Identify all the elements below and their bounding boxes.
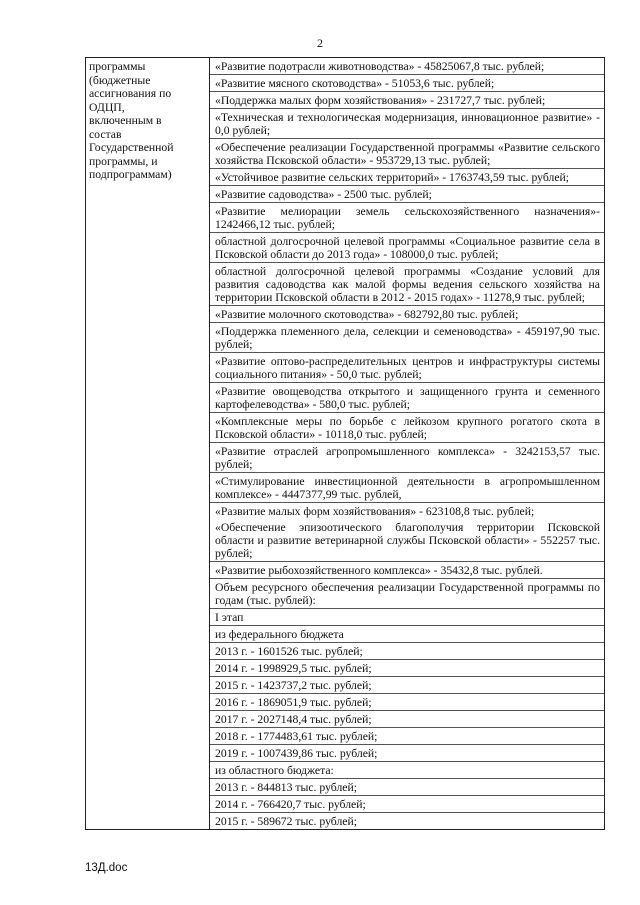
subprogram-entry: «Развитие мясного скотоводства» - 51053,6 тыс. рублей; (210, 75, 604, 92)
subprogram-entry: «Развитие овощеводства открытого и защищенного грунта и семенного картофелеводства» - 580,0 тыс. рублей; (210, 383, 604, 413)
left-cell-line: программы (89, 60, 146, 73)
year-amount: 2013 г. - 1601526 тыс. рублей; (210, 643, 604, 660)
year-amount: 2014 г. - 766420,7 тыс. рублей; (210, 796, 604, 813)
funding-heading: Объем ресурсного обеспечения реализации Государственной программы по годам (тыс. рублей): (210, 579, 604, 609)
left-cell-line: (бюджетные (89, 73, 151, 87)
subprogram-entry: областной долгосрочной целевой программы «Создание условий для развития садоводства как малой формы ведения сельского хозяйства на территории Псковской области в 2012 - 2015 годах» - 11278,9 тыс. рублей; (210, 263, 604, 306)
file-name-footer: 13Д.doc (85, 862, 128, 874)
left-cell-line: ОДЦП, (89, 100, 125, 114)
year-amount: 2019 г. - 1007439,86 тыс. рублей; (210, 745, 604, 762)
left-cell-line: состав (89, 127, 122, 141)
subprogram-entry: «Развитие мелиорации земель сельскохозяйственного назначения»- 1242466,12 тыс. рублей; (210, 203, 604, 233)
subprogram-entry: «Устойчивое развитие сельских территорий» - 1763743,59 тыс. рублей; (210, 169, 604, 186)
year-amount: 2016 г. - 1869051,9 тыс. рублей; (210, 694, 604, 711)
stage-label: I этап (210, 609, 604, 626)
program-table (85, 57, 605, 830)
subprogram-entry: «Развитие отраслей агропромышленного комплекса» - 3242153,57 тыс. рублей; (210, 443, 604, 473)
year-amount: 2015 г. - 589672 тыс. рублей; (215, 815, 357, 828)
year-amount: 2014 г. - 1998929,5 тыс. рублей; (210, 660, 604, 677)
subprogram-entry: «Поддержка племенного дела, селекции и семеноводства» - 459197,90 тыс. рублей; (210, 323, 604, 353)
subprogram-entry: «Развитие малых форм хозяйствования» - 623108,8 тыс. рублей; (215, 505, 535, 518)
subprogram-entry: «Стимулирование инвестиционной деятельности в агропромышленном комплексе» - 4447377,99 тыс. рублей, (210, 473, 604, 503)
subprogram-entry: «Обеспечение реализации Государственной программы «Развитие сельского хозяйства Псковской области» - 953729,13 тыс. рублей; (210, 139, 604, 169)
left-cell-line: Государственной (89, 141, 174, 154)
left-cell-line: включенным в (89, 114, 162, 127)
table-right-cell (210, 58, 605, 830)
page-number: 2 (317, 36, 323, 50)
subprogram-entry: «Поддержка малых форм хозяйствования» - 231727,7 тыс. рублей; (210, 92, 604, 109)
subprogram-entry: «Развитие садоводства» - 2500 тыс. рублей; (210, 186, 604, 203)
year-amount: 2013 г. - 844813 тыс. рублей; (210, 779, 604, 796)
left-cell-line: подпрограммам) (89, 168, 172, 181)
left-cell-line: ассигнования по (89, 87, 172, 100)
budget-source-label: из областного бюджета: (210, 762, 604, 779)
year-amount: 2018 г. - 1774483,61 тыс. рублей; (210, 728, 604, 745)
subprogram-entry: «Развитие оптово-распределительных центров и инфраструктуры системы социального питания» - 50,0 тыс. рублей; (210, 353, 604, 383)
table-left-cell (86, 58, 210, 830)
subprogram-entry: «Развитие молочного скотоводства» - 682792,80 тыс. рублей; (210, 306, 604, 323)
budget-source-label: из федерального бюджета (210, 626, 604, 643)
year-amount: 2015 г. - 1423737,2 тыс. рублей; (210, 677, 604, 694)
subprogram-entry: «Развитие подотрасли животноводства» - 45825067,8 тыс. рублей; (210, 58, 604, 75)
table-row (86, 58, 605, 830)
subprogram-entry: «Обеспечение эпизоотического благополучия территории Псковской области и развитие ветеринарной службы Псковской области» - 552257 тыс. рублей; (210, 519, 604, 562)
subprogram-entry: «Техническая и технологическая модернизация, инновационное развитие» - 0,0 рублей; (210, 109, 604, 139)
year-amount: 2017 г. - 2027148,4 тыс. рублей; (210, 711, 604, 728)
subprogram-entry: областной долгосрочной целевой программы «Социальное развитие села в Псковской области до 2013 года» - 108000,0 тыс. рублей; (210, 233, 604, 263)
subprogram-entry: «Комплексные меры по борьбе с лейкозом крупного рогатого скота в Псковской области» - 10118,0 тыс. рублей; (210, 413, 604, 443)
subprogram-entry: «Развитие рыбохозяйственного комплекса» - 35432,8 тыс. рублей. (210, 562, 604, 579)
left-cell-line: программы, и (89, 154, 158, 168)
